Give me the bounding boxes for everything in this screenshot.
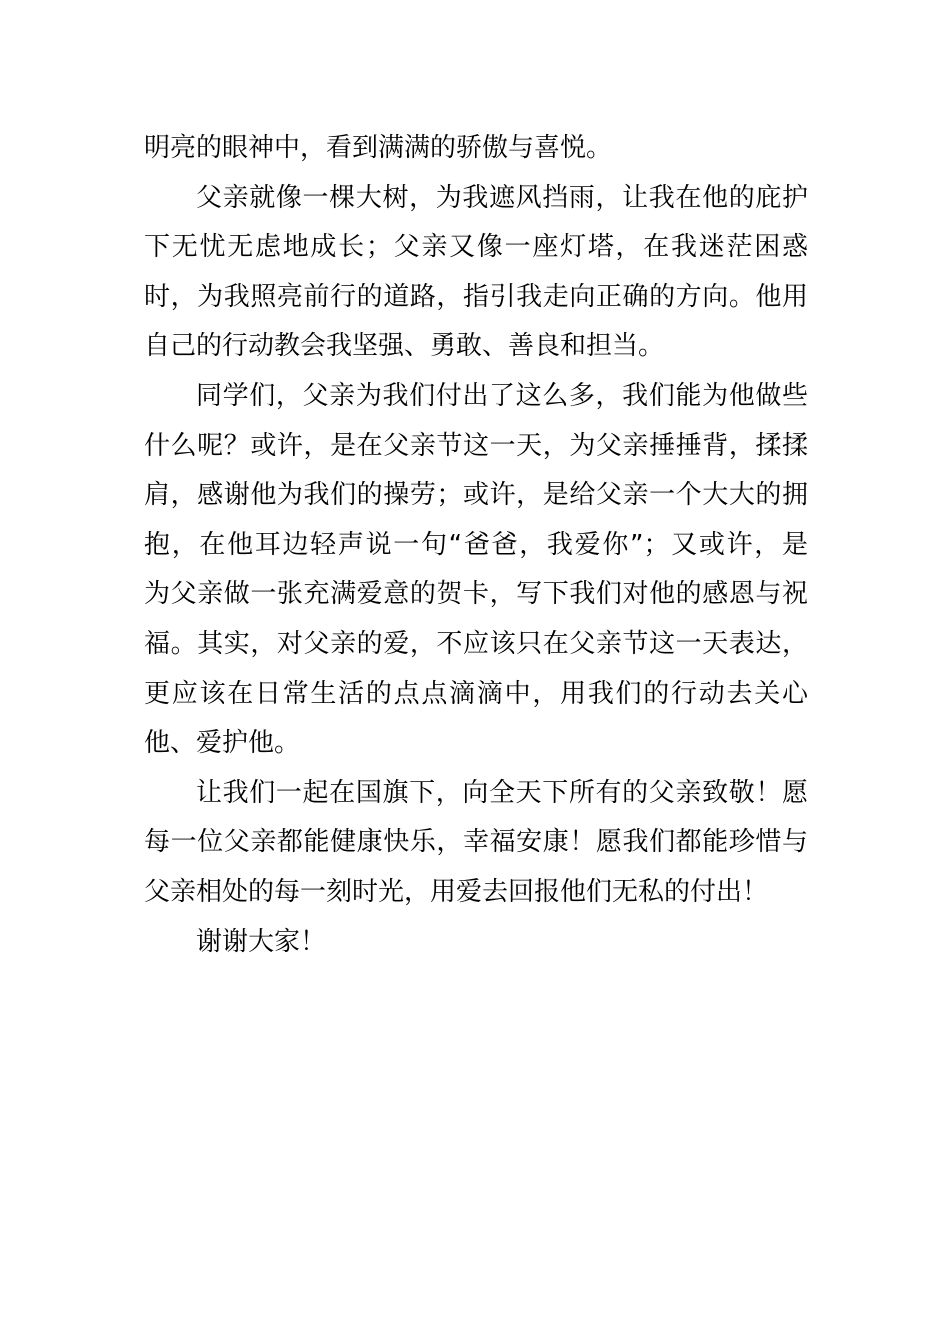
paragraph <box>144 174 808 372</box>
text-line: 抱，在他耳边轻声说一句“爸爸，我爱你”；又或许，是 <box>144 529 808 560</box>
text-line: 自己的行动教会我坚强、勇敢、善良和担当。 <box>144 331 665 362</box>
text-line: 让我们一起在国旗下，向全天下所有的父亲致敬！愿 <box>196 777 808 808</box>
text-line: 为父亲做一张充满爱意的贺卡，写下我们对他的感恩与祝 <box>144 579 808 610</box>
text-line: 同学们，父亲为我们付出了这么多，我们能为他做些 <box>196 380 808 411</box>
text-line: 每一位父亲都能健康快乐，幸福安康！愿我们都能珍惜与 <box>144 827 808 858</box>
text-line: 谢谢大家！ <box>196 926 327 957</box>
text-line: 福。其实，对父亲的爱，不应该只在父亲节这一天表达， <box>144 628 808 659</box>
paragraph <box>144 372 808 769</box>
paragraph <box>144 769 808 918</box>
text-line: 父亲相处的每一刻时光，用爱去回报他们无私的付出！ <box>144 876 769 907</box>
text-line: 肩，感谢他为我们的操劳；或许，是给父亲一个大大的拥 <box>144 480 808 511</box>
text-line: 更应该在日常生活的点点滴滴中，用我们的行动去关心 <box>144 678 808 709</box>
text-line: 父亲就像一棵大树，为我遮风挡雨，让我在他的庇护 <box>196 182 808 213</box>
text-line: 下无忧无虑地成长；父亲又像一座灯塔，在我迷茫困惑 <box>144 232 808 263</box>
text-line: 他、爱护他。 <box>144 728 301 759</box>
paragraph <box>144 918 808 968</box>
paragraph <box>144 124 808 174</box>
document-body <box>144 124 808 967</box>
text-line: 时，为我照亮前行的道路，指引我走向正确的方向。他用 <box>144 281 808 312</box>
text-line: 什么呢？或许，是在父亲节这一天，为父亲捶捶背，揉揉 <box>144 430 808 461</box>
text-line: 明亮的眼神中，看到满满的骄傲与喜悦。 <box>144 133 613 163</box>
